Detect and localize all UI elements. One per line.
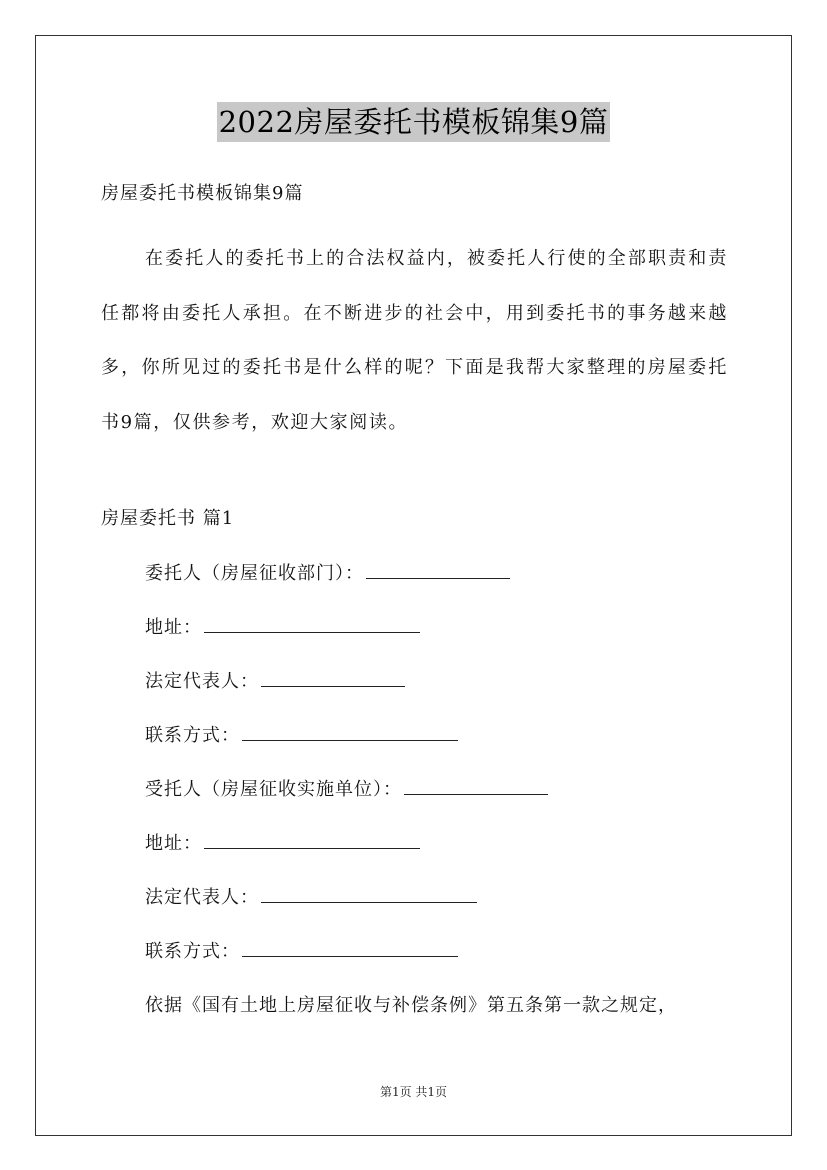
field-label: 法定代表人： (145, 671, 259, 692)
blank-line (366, 564, 510, 579)
field-label: 联系方式： (145, 941, 240, 962)
field-legal-rep (145, 668, 405, 696)
blank-line (204, 834, 420, 849)
field-agent-address (145, 830, 420, 858)
title-container (0, 102, 827, 142)
page-footer: 第1页 共1页 (379, 1085, 448, 1099)
field-label: 受托人（房屋征收实施单位）： (145, 779, 402, 800)
field-agent-legal-rep (145, 884, 477, 912)
field-label: 联系方式： (145, 725, 240, 746)
blank-line (204, 618, 420, 633)
section-heading: 房屋委托书 篇1 (101, 508, 235, 529)
blank-line (242, 942, 458, 957)
field-address (145, 614, 420, 642)
blank-line (242, 726, 458, 741)
blank-line (404, 780, 548, 795)
field-agent-contact (145, 938, 458, 966)
blank-line (261, 672, 405, 687)
field-principal (145, 560, 510, 588)
field-agent (145, 776, 548, 804)
document-subtitle: 房屋委托书模板锦集9篇 (101, 183, 304, 204)
blank-line (261, 888, 477, 903)
field-contact (145, 722, 458, 750)
field-label: 委托人（房屋征收部门）： (145, 563, 364, 584)
field-label: 法定代表人： (145, 887, 259, 908)
intro-paragraph: 在委托人的委托书上的合法权益内，被委托人行使的全部职责和责任都将由委托人承担。在不断进步的社会中，用到委托书的事务越来越多，你所见过的委托书是什么样的呢？下面是我帮大家整理的房屋委托书9篇，仅供参考，欢迎大家阅读。 (101, 248, 728, 433)
field-label: 地址： (145, 833, 202, 854)
field-label: 地址： (145, 617, 202, 638)
document-title: 2022房屋委托书模板锦集9篇 (217, 102, 611, 142)
body-last-line: 依据《国有土地上房屋征收与补偿条例》第五条第一款之规定， (145, 995, 677, 1016)
